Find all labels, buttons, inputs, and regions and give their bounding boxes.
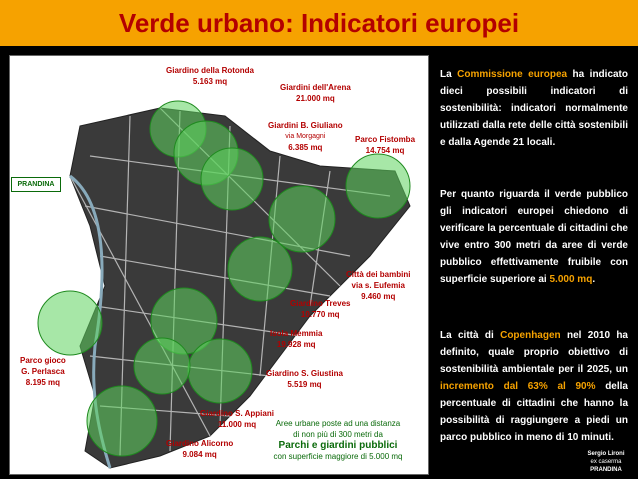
circle-treves	[228, 237, 292, 301]
label-treves: Giardino Treves 10.770 mq	[290, 299, 351, 319]
map-legend: Aree urbane poste ad una distanza di non più di 300 metri da Parchi e giardini pubblici con superficie maggiore di 5.000 mq	[273, 419, 403, 461]
title-bar	[0, 0, 638, 46]
circle-bambini	[269, 186, 335, 252]
author-credit: Sergio Lironi ex caserma PRANDINA	[587, 451, 625, 473]
paragraph-indicators: Per quanto riguarda il verde pubblico gli indicatori europei chiedono di verificare la percentuale di cittadini che vive entro 300 metri da aree di verde pubblico effettivamente fruibile con superficie superiore ai 5.000 mq.	[440, 189, 628, 285]
label-bambini: Città dei bambini via s. Eufemia 9.460 mq	[346, 270, 411, 301]
circle-perlasca	[38, 291, 102, 355]
paragraph-copenhagen: La città di Copenhagen nel 2010 ha definito, quale proprio obiettivo di sostenibilità ambientale per il 2025, un incremento dal 63% al 90% della percentuale di cittadini che hanno la possibilità di raggiungere a piedi un parco pubblico in meno di 10 minuti.	[440, 330, 628, 443]
prandina-label: PRANDINA	[11, 177, 61, 192]
circle-fistomba	[346, 154, 410, 218]
label-rotonda: Giardino della Rotonda 5.163 mq	[166, 66, 255, 86]
circle-appiani	[134, 338, 190, 394]
page-title: Verde urbano: Indicatori europei	[118, 7, 520, 38]
circle-giustina	[188, 339, 252, 403]
label-giuliano: Giardini B. Giuliano via Morgagni 6.385 mq	[268, 121, 343, 152]
label-arena: Giardini dell'Arena 21.000 mq	[280, 83, 351, 103]
label-giustina: Giardino S. Giustina 5.519 mq	[266, 369, 343, 389]
city-map	[9, 55, 429, 475]
circle-alicorno	[87, 386, 157, 456]
circle-giuliano	[201, 148, 263, 210]
label-appiani: Giardino S. Appiani 11.000 mq	[200, 409, 274, 429]
label-fistomba: Parco Fistomba 14.754 mq	[355, 135, 416, 155]
label-memmia: Isola Memmia 19.928 mq	[270, 329, 323, 349]
label-perlasca: Parco gioco G. Perlasca 8.195 mq	[20, 356, 66, 387]
paragraph-commission: La Commissione europea ha indicato dieci possibili indicatori di sostenibilità: indicatori normalmente utilizzati dalla rete delle città sostenibili e dalla Agende 21 locali.	[440, 69, 628, 148]
label-alicorno: Giardino Alicorno 9.084 mq	[166, 439, 234, 459]
